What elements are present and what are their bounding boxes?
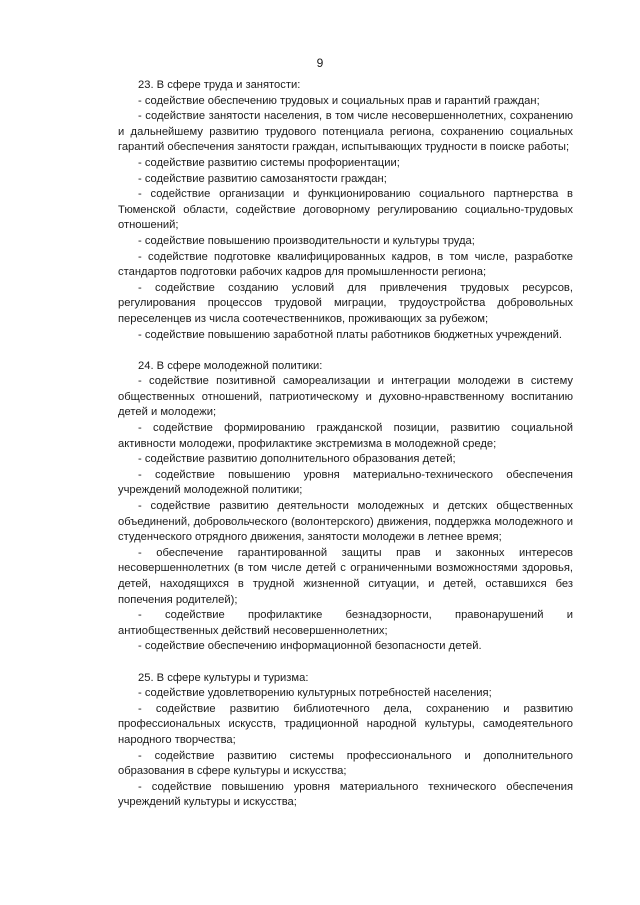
list-item: - содействие развитию дополнительного образования детей; (138, 453, 456, 466)
list-item: - содействие повышению уровня материального технического обеспечения учреждений культуры и искусства; (118, 780, 573, 809)
section-heading: 24. В сфере молодежной политики: (138, 359, 323, 372)
list-item: - содействие развитию библиотечного дела, сохранению и развитию профессиональных искусств, традиционной народной культуры, самодеятельного народного творчества; (118, 702, 573, 746)
page-number: 9 (316, 56, 324, 70)
list-item: - содействие удовлетворению культурных потребностей населения; (138, 687, 492, 700)
section-labor-employment (118, 78, 573, 343)
list-item: - содействие созданию условий для привлечения трудовых ресурсов, регулирования процессов трудовой миграции, трудоустройства добровольных переселенцев из числа соотечественников, проживающих за рубежом; (118, 281, 573, 325)
list-item: - содействие развитию системы профессионального и дополнительного образования в сфере культуры и искусства; (118, 749, 573, 778)
list-item: - содействие развитию деятельности молодежных и детских общественных объединений, добровольческого (волонтерского) движения, поддержка молодежного и студенческого отрядного движения, занятости молодежи в летнее время; (118, 500, 573, 544)
section-heading: 25. В сфере культуры и туризма: (138, 671, 309, 684)
list-item: - содействие повышению заработной платы работников бюджетных учреждений. (138, 328, 562, 341)
section-heading: 23. В сфере труда и занятости: (138, 79, 301, 91)
list-item: - содействие занятости населения, в том числе несовершеннолетних, сохранению и дальнейшему развитию трудового потенциала региона, сохранению социальных гарантий обеспечения занятости граждан, испытывающих трудности в поиске работы; (118, 110, 573, 154)
list-item: - содействие организации и функционированию социального партнерства в Тюменской области, содействие договорному регулированию социально-трудовых отношений; (118, 188, 573, 232)
list-item: - содействие формированию гражданской позиции, развитию социальной активности молодежи, профилактике экстремизма в молодежной среде; (118, 422, 573, 450)
section-youth-policy (118, 359, 573, 655)
list-item: - обеспечение гарантированной защиты прав и законных интересов несовершеннолетних (в том числе детей с ограниченными возможностями здоровья, детей, находящихся в трудной жизненной ситуации, и детей, оставшихся без попечения родителей); (118, 546, 573, 606)
section-culture-tourism (118, 671, 573, 811)
list-item: - содействие развитию самозанятости граждан; (138, 172, 387, 185)
list-item: - содействие профилактике безнадзорности, правонарушений и антиобщественных действий несовершеннолетних; (118, 609, 573, 637)
list-item: - содействие повышению уровня материально-технического обеспечения учреждений молодежной политики; (118, 468, 573, 497)
list-item: - содействие повышению производительности и культуры труда; (138, 234, 475, 247)
list-item: - содействие обеспечению информационной безопасности детей. (138, 640, 482, 653)
list-item: - содействие подготовке квалифицированных кадров, в том числе, разработке стандартов подготовки рабочих кадров для промышленности региона; (118, 250, 573, 279)
document-body (118, 78, 573, 827)
list-item: - содействие обеспечению трудовых и социальных прав и гарантий граждан; (138, 94, 540, 107)
list-item: - содействие развитию системы профориентации; (138, 156, 400, 169)
list-item: - содействие позитивной самореализации и интеграции молодежи в систему общественных отношений, патриотическому и духовно-нравственному воспитанию детей и молодежи; (118, 375, 573, 419)
